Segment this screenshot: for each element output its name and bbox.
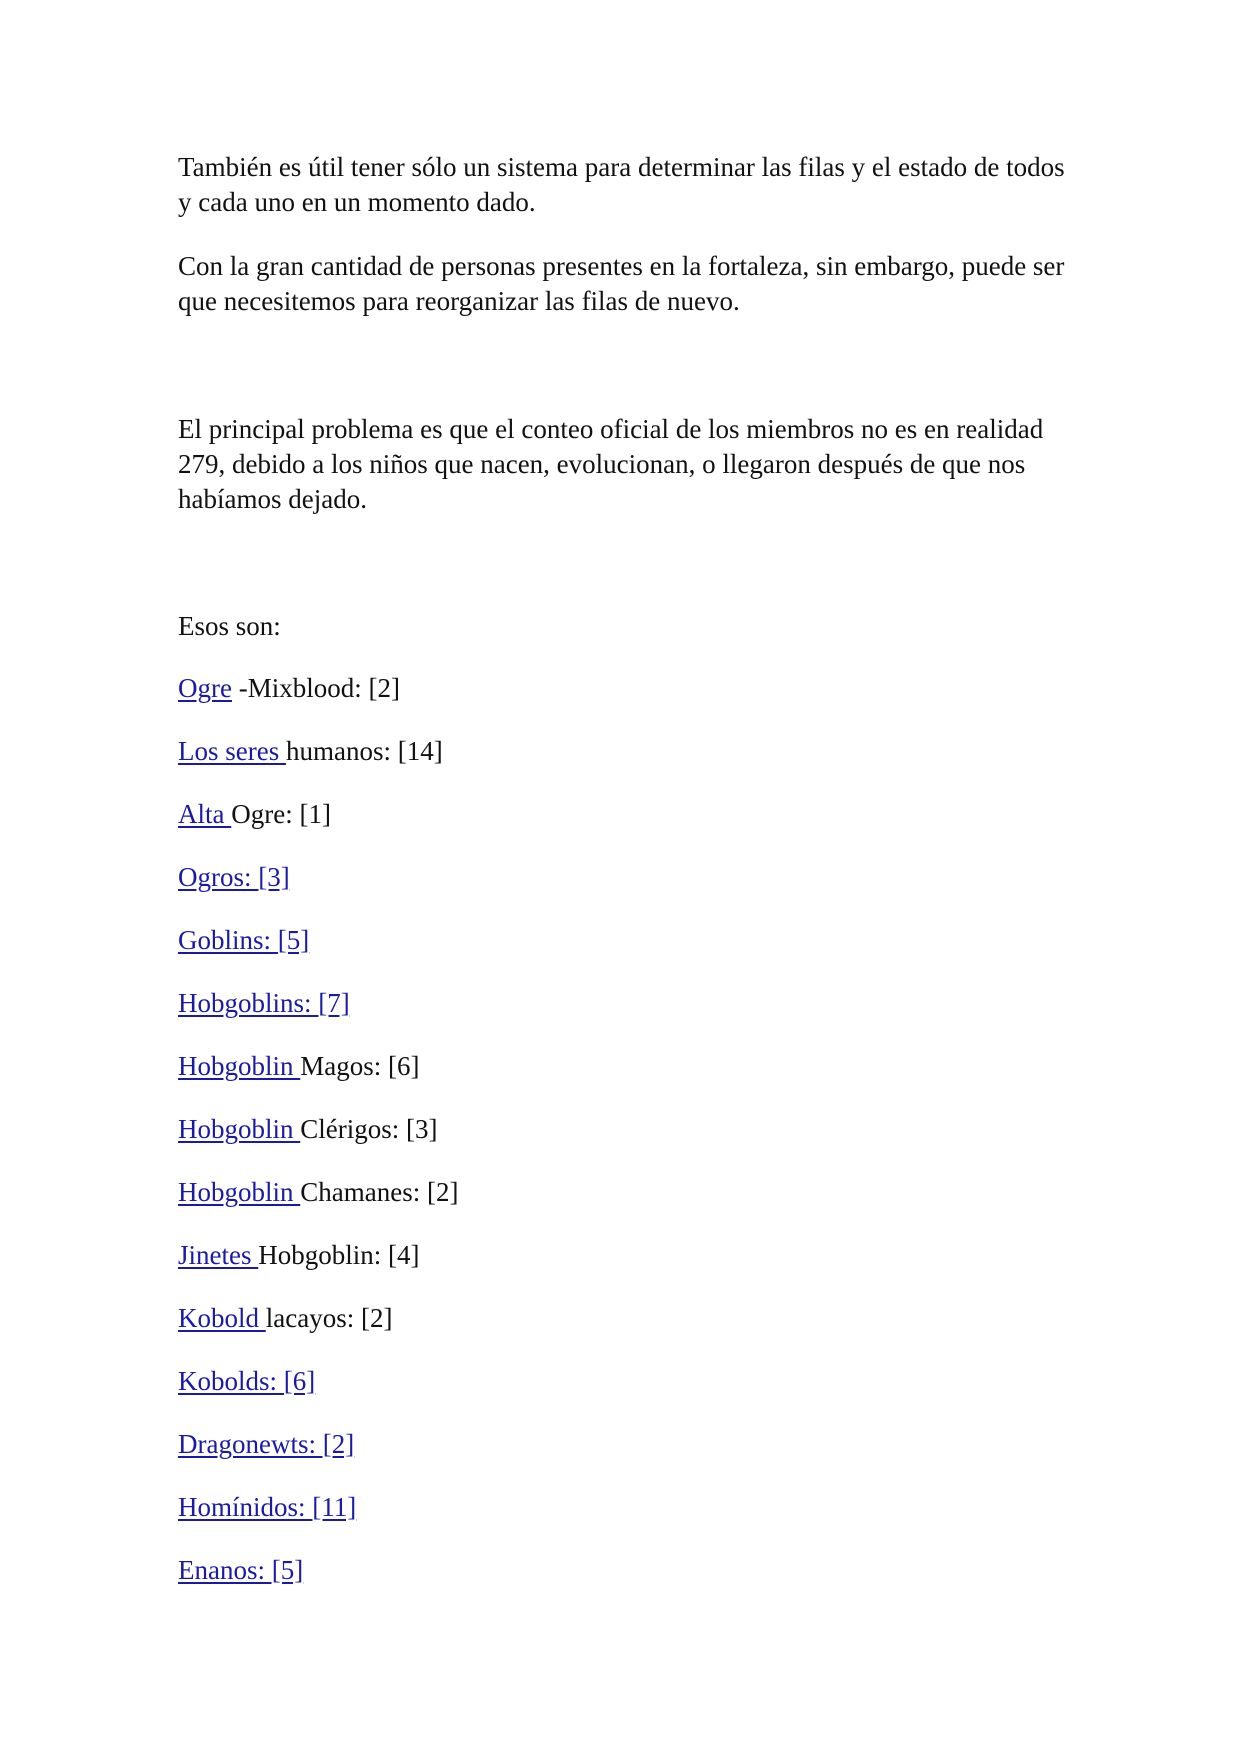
- paragraph-conteo: El principal problema es que el conteo oficial de los miembros no es en realidad 279, debido a los niños que nacen, evolucionan, o llegaron después de que nos habíamos dejado.: [178, 414, 1044, 514]
- list-item-link[interactable]: Kobold: [178, 1303, 266, 1333]
- list-item-link[interactable]: Jinetes: [178, 1240, 259, 1270]
- list-item-link[interactable]: Hobgoblin: [178, 1051, 301, 1081]
- list-item-link[interactable]: Enanos: [5]: [178, 1555, 304, 1585]
- list-item-text: Chamanes: [2]: [300, 1177, 459, 1207]
- list-item: [178, 1490, 356, 1525]
- list-item-link[interactable]: Goblins: [5]: [178, 925, 310, 955]
- list-item-link[interactable]: Homínidos: [11]: [178, 1492, 357, 1522]
- list-item-link[interactable]: Hobgoblin: [178, 1114, 301, 1144]
- list-item: [178, 734, 443, 769]
- list-item: [178, 1238, 420, 1273]
- list-item-link[interactable]: Ogre: [178, 673, 232, 703]
- list-item-link[interactable]: Hobgoblins: [7]: [178, 988, 350, 1018]
- list-item-link[interactable]: Ogros: [3]: [178, 862, 290, 892]
- list-item-text: -Mixblood: [2]: [231, 673, 400, 703]
- list-intro: Esos son:: [178, 611, 281, 641]
- list-item-text: lacayos: [2]: [265, 1303, 393, 1333]
- list-item: [178, 1112, 438, 1147]
- list-item-link[interactable]: Hobgoblin: [178, 1177, 301, 1207]
- list-item-text: Magos: [6]: [300, 1051, 420, 1081]
- list-item-text: Clérigos: [3]: [300, 1114, 438, 1144]
- list-item: [178, 1364, 315, 1399]
- paragraph-fortaleza: Con la gran cantidad de personas presentes en la fortaleza, sin embargo, puede ser que necesitemos para reorganizar las filas de nuevo.: [178, 251, 1065, 316]
- list-item: [178, 1301, 392, 1336]
- list-item-text: humanos: [14]: [285, 736, 443, 766]
- list-item: [178, 1427, 354, 1462]
- list-item-text: Ogre: [1]: [231, 799, 331, 829]
- list-item-link[interactable]: Alta: [178, 799, 232, 829]
- list-item-text: Hobgoblin: [4]: [258, 1240, 420, 1270]
- list-item: [178, 860, 290, 895]
- list-item: [178, 1175, 458, 1210]
- paragraph-filas: También es útil tener sólo un sistema para determinar las filas y el estado de todos y cada uno en un momento dado.: [178, 152, 1065, 217]
- list-item: [178, 1049, 420, 1084]
- list-item: [178, 923, 309, 958]
- list-item-link[interactable]: Kobolds: [6]: [178, 1366, 316, 1396]
- list-item: [178, 1553, 303, 1588]
- list-item-link[interactable]: Los seres: [178, 736, 286, 766]
- list-item: [178, 797, 331, 832]
- list-item: [178, 671, 400, 706]
- list-item: [178, 986, 350, 1021]
- list-item-link[interactable]: Dragonewts: [2]: [178, 1429, 355, 1459]
